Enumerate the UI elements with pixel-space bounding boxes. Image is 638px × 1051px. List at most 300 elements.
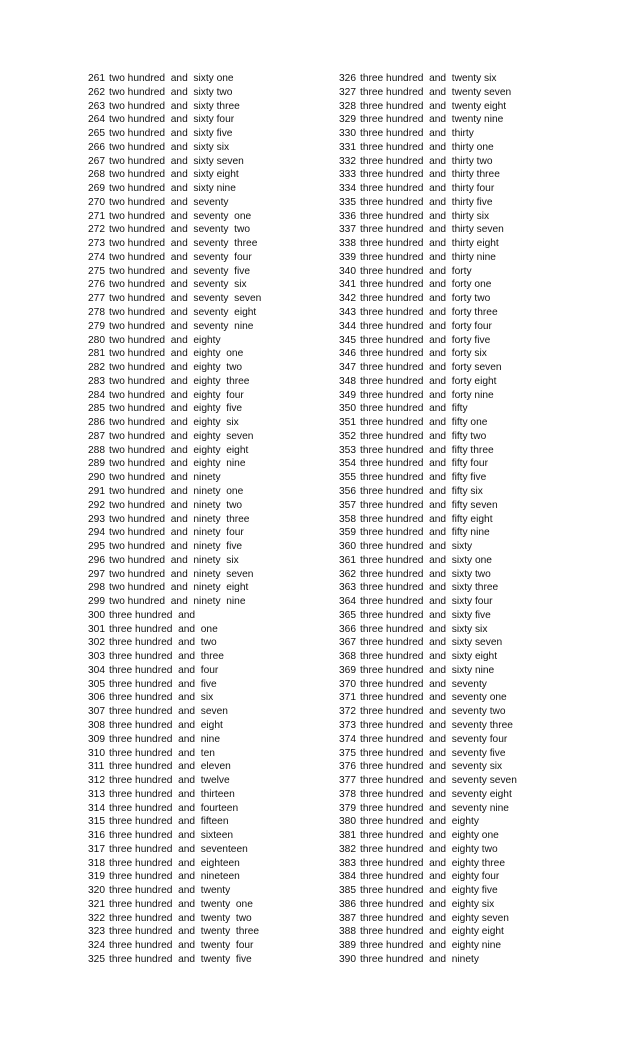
number-list-left-column <box>88 72 328 967</box>
list-item-words: three hundred and thirty one <box>360 141 494 153</box>
list-item <box>339 857 599 871</box>
list-item-words: three hundred and forty seven <box>360 362 502 374</box>
list-item-number: 262 <box>88 86 105 98</box>
list-item-words: three hundred and twenty <box>109 885 231 897</box>
list-item-number: 331 <box>339 141 356 153</box>
list-item <box>339 320 599 334</box>
list-item-words: three hundred and eight <box>109 719 223 731</box>
list-item-number: 321 <box>88 898 105 910</box>
list-item-words: three hundred and fifty <box>360 403 468 415</box>
list-item-number: 281 <box>88 348 105 360</box>
list-item-number: 309 <box>88 733 105 745</box>
list-item-number: 284 <box>88 389 105 401</box>
list-item-words: three hundred and forty <box>360 265 472 277</box>
list-item-words: three hundred and sixty five <box>360 609 491 621</box>
list-item <box>88 375 328 389</box>
list-item-words: three hundred and forty eight <box>360 375 497 387</box>
list-item-number: 261 <box>88 73 105 84</box>
list-item-number: 377 <box>339 775 356 787</box>
list-item-words: three hundred and seventy three <box>360 719 513 731</box>
list-item-number: 291 <box>88 485 105 497</box>
list-item-words: two hundred and sixty four <box>109 114 235 126</box>
list-item <box>339 100 599 114</box>
list-item-number: 346 <box>339 348 356 360</box>
list-item <box>88 402 328 416</box>
list-item-words: three hundred and thirty nine <box>360 251 496 263</box>
list-item-number: 385 <box>339 885 356 897</box>
list-item-words: two hundred and eighty six <box>109 417 239 429</box>
list-item-number: 272 <box>88 224 105 236</box>
list-item-words: three hundred and seven <box>109 706 228 718</box>
list-item-number: 361 <box>339 554 356 566</box>
list-item-number: 263 <box>88 100 105 112</box>
list-item-words: two hundred and ninety one <box>109 485 244 497</box>
list-item-words: three hundred and twenty three <box>109 926 260 938</box>
list-item-words: three hundred and eighty seven <box>360 912 509 924</box>
list-item <box>339 912 599 926</box>
list-item-number: 279 <box>88 320 105 332</box>
list-item <box>88 86 328 100</box>
list-item-number: 289 <box>88 458 105 470</box>
list-item <box>88 678 328 692</box>
list-item-words: three hundred and thirteen <box>109 788 235 800</box>
list-item-number: 381 <box>339 830 356 842</box>
list-item <box>339 678 599 692</box>
list-item-number: 301 <box>88 623 105 635</box>
list-item-words: three hundred and twenty four <box>109 940 254 952</box>
list-item <box>339 843 599 857</box>
list-item <box>339 361 599 375</box>
list-item-words: three hundred and seventy five <box>360 747 506 759</box>
list-item-words: three hundred and <box>109 609 196 621</box>
list-item-number: 379 <box>339 802 356 814</box>
list-item-number: 295 <box>88 541 105 553</box>
list-item-number: 367 <box>339 637 356 649</box>
list-item-words: three hundred and three <box>109 651 224 663</box>
list-item <box>88 554 328 568</box>
list-item <box>88 664 328 678</box>
list-item-words: two hundred and eighty two <box>109 362 243 374</box>
list-item-words: three hundred and fifty five <box>360 472 487 484</box>
list-item <box>339 623 599 637</box>
list-item-words: two hundred and seventy eight <box>109 307 257 319</box>
list-item-number: 305 <box>88 678 105 690</box>
list-item <box>339 416 599 430</box>
list-item <box>88 457 328 471</box>
list-item <box>339 650 599 664</box>
list-item-number: 290 <box>88 472 105 484</box>
list-item-words: two hundred and eighty three <box>109 375 250 387</box>
list-item-number: 342 <box>339 293 356 305</box>
list-item <box>88 733 328 747</box>
list-item-words: three hundred and fourteen <box>109 802 239 814</box>
list-item-number: 296 <box>88 554 105 566</box>
list-item-number: 348 <box>339 375 356 387</box>
list-item <box>339 347 599 361</box>
list-item-number: 353 <box>339 444 356 456</box>
list-item-words: three hundred and seventy four <box>360 733 508 745</box>
list-item-words: three hundred and seventy nine <box>360 802 509 814</box>
list-item-words: three hundred and five <box>109 678 217 690</box>
list-item-number: 326 <box>339 73 356 84</box>
list-item <box>88 609 328 623</box>
list-item-number: 294 <box>88 527 105 539</box>
list-item-words: three hundred and forty nine <box>360 389 494 401</box>
list-item-number: 373 <box>339 719 356 731</box>
list-item <box>88 595 328 609</box>
list-item-words: three hundred and fifty four <box>360 458 488 470</box>
list-item-number: 360 <box>339 541 356 553</box>
list-item <box>339 581 599 595</box>
list-item-number: 318 <box>88 857 105 869</box>
list-item-number: 352 <box>339 430 356 442</box>
list-item-number: 329 <box>339 114 356 126</box>
list-item <box>339 513 599 527</box>
list-item-number: 388 <box>339 926 356 938</box>
list-item-words: two hundred and eighty nine <box>109 458 246 470</box>
list-item <box>88 829 328 843</box>
list-item-number: 375 <box>339 747 356 759</box>
list-item-number: 304 <box>88 664 105 676</box>
list-item-words: three hundred and twenty six <box>360 73 497 84</box>
list-item-words: three hundred and forty six <box>360 348 487 360</box>
list-item <box>339 334 599 348</box>
list-item <box>88 884 328 898</box>
list-item-words: two hundred and ninety five <box>109 541 243 553</box>
list-item-words: two hundred and eighty five <box>109 403 243 415</box>
list-item <box>88 251 328 265</box>
list-item-words: two hundred and seventy five <box>109 265 251 277</box>
list-item <box>88 306 328 320</box>
list-item-words: three hundred and fifty two <box>360 430 487 442</box>
list-item-number: 339 <box>339 251 356 263</box>
list-item-number: 325 <box>88 954 105 965</box>
list-item <box>339 664 599 678</box>
list-item-words: three hundred and thirty four <box>360 183 495 195</box>
list-item-words: three hundred and seventeen <box>109 843 248 855</box>
list-item-words: three hundred and sixteen <box>109 830 234 842</box>
list-item <box>339 72 599 86</box>
list-item-words: three hundred and eighty <box>360 816 479 828</box>
list-item-words: two hundred and sixty three <box>109 100 240 112</box>
list-item-words: three hundred and fifty eight <box>360 513 493 525</box>
list-item-number: 300 <box>88 609 105 621</box>
list-item-number: 269 <box>88 183 105 195</box>
list-item-number: 308 <box>88 719 105 731</box>
list-item <box>88 925 328 939</box>
list-item <box>339 155 599 169</box>
list-item-words: three hundred and thirty six <box>360 210 490 222</box>
list-item-number: 338 <box>339 238 356 250</box>
list-item-words: three hundred and two <box>109 637 217 649</box>
list-item-number: 365 <box>339 609 356 621</box>
list-item-number: 278 <box>88 307 105 319</box>
list-item-words: two hundred and ninety six <box>109 554 239 566</box>
list-item-number: 374 <box>339 733 356 745</box>
list-item <box>88 760 328 774</box>
list-item-words: three hundred and one <box>109 623 218 635</box>
list-item <box>88 196 328 210</box>
list-item <box>88 499 328 513</box>
list-item-words: three hundred and seventy six <box>360 761 503 773</box>
list-item-words: three hundred and thirty <box>360 128 474 140</box>
list-item <box>88 898 328 912</box>
list-item-number: 369 <box>339 664 356 676</box>
list-item-number: 380 <box>339 816 356 828</box>
list-item <box>339 86 599 100</box>
list-item <box>88 210 328 224</box>
list-item-words: two hundred and ninety nine <box>109 596 246 608</box>
list-item-words: three hundred and thirty seven <box>360 224 504 236</box>
list-item-words: three hundred and nine <box>109 733 221 745</box>
list-item-number: 355 <box>339 472 356 484</box>
list-item-number: 324 <box>88 940 105 952</box>
list-item-number: 345 <box>339 334 356 346</box>
list-item-words: two hundred and seventy two <box>109 224 251 236</box>
list-item-number: 320 <box>88 885 105 897</box>
list-item <box>88 265 328 279</box>
list-item-words: three hundred and twenty one <box>109 898 253 910</box>
list-item-number: 347 <box>339 362 356 374</box>
list-item <box>339 141 599 155</box>
list-item <box>88 939 328 953</box>
list-item <box>88 334 328 348</box>
list-item-number: 299 <box>88 596 105 608</box>
list-item <box>339 444 599 458</box>
list-item-words: three hundred and seventy one <box>360 692 507 704</box>
list-item-words: three hundred and forty four <box>360 320 492 332</box>
list-item-number: 350 <box>339 403 356 415</box>
list-item <box>88 747 328 761</box>
list-item-words: two hundred and seventy three <box>109 238 258 250</box>
list-item <box>88 416 328 430</box>
list-item-number: 362 <box>339 568 356 580</box>
list-item <box>339 113 599 127</box>
list-item-words: two hundred and ninety four <box>109 527 244 539</box>
list-item <box>339 774 599 788</box>
list-item <box>339 430 599 444</box>
list-item-words: three hundred and sixty eight <box>360 651 498 663</box>
list-item-words: two hundred and seventy <box>109 196 229 208</box>
list-item-words: three hundred and eighty nine <box>360 940 502 952</box>
list-item-number: 273 <box>88 238 105 250</box>
list-item-words: three hundred and eighty eight <box>360 926 504 938</box>
list-item-words: two hundred and ninety two <box>109 499 243 511</box>
list-item <box>88 278 328 292</box>
list-item <box>339 939 599 953</box>
list-item-number: 334 <box>339 183 356 195</box>
list-item-number: 285 <box>88 403 105 415</box>
list-item-number: 386 <box>339 898 356 910</box>
list-item-number: 364 <box>339 596 356 608</box>
list-item-words: two hundred and eighty four <box>109 389 244 401</box>
list-item <box>339 251 599 265</box>
list-item-words: three hundred and sixty four <box>360 596 493 608</box>
list-item-words: three hundred and seventy two <box>360 706 506 718</box>
list-item-number: 359 <box>339 527 356 539</box>
list-item-words: two hundred and seventy six <box>109 279 247 291</box>
list-item <box>339 884 599 898</box>
list-item-number: 376 <box>339 761 356 773</box>
list-item-number: 332 <box>339 155 356 167</box>
list-item <box>339 609 599 623</box>
list-item <box>88 237 328 251</box>
list-item-number: 292 <box>88 499 105 511</box>
list-item-number: 322 <box>88 912 105 924</box>
list-item-words: three hundred and twelve <box>109 775 230 787</box>
list-item <box>88 912 328 926</box>
list-item-words: three hundred and ten <box>109 747 215 759</box>
list-item <box>339 168 599 182</box>
list-item-number: 384 <box>339 871 356 883</box>
list-item-words: two hundred and ninety three <box>109 513 250 525</box>
list-item-words: three hundred and ninety <box>360 954 479 965</box>
list-item <box>88 513 328 527</box>
list-item <box>88 650 328 664</box>
list-item-words: three hundred and seventy seven <box>360 775 517 787</box>
list-item-number: 337 <box>339 224 356 236</box>
list-item-words: three hundred and seventy eight <box>360 788 512 800</box>
list-item <box>339 540 599 554</box>
list-item-number: 280 <box>88 334 105 346</box>
list-item-words: three hundred and thirty five <box>360 196 493 208</box>
list-item-words: three hundred and sixty nine <box>360 664 495 676</box>
list-item-number: 335 <box>339 196 356 208</box>
list-item-number: 271 <box>88 210 105 222</box>
list-item <box>88 857 328 871</box>
list-item <box>88 430 328 444</box>
list-item <box>339 375 599 389</box>
list-item-words: two hundred and eighty one <box>109 348 244 360</box>
list-item-number: 340 <box>339 265 356 277</box>
list-item-number: 287 <box>88 430 105 442</box>
list-item-words: three hundred and sixty six <box>360 623 488 635</box>
list-item-number: 315 <box>88 816 105 828</box>
list-item-number: 358 <box>339 513 356 525</box>
list-item-number: 274 <box>88 251 105 263</box>
list-item <box>339 705 599 719</box>
list-item <box>339 719 599 733</box>
list-item <box>88 100 328 114</box>
list-item-words: three hundred and eighty three <box>360 857 505 869</box>
list-item-number: 265 <box>88 128 105 140</box>
list-item-words: two hundred and sixty one <box>109 73 234 84</box>
list-item <box>339 292 599 306</box>
list-item <box>339 595 599 609</box>
list-item-words: two hundred and sixty eight <box>109 169 239 181</box>
list-item <box>88 691 328 705</box>
list-item <box>88 540 328 554</box>
list-item-number: 343 <box>339 307 356 319</box>
list-item <box>339 457 599 471</box>
list-item <box>339 898 599 912</box>
list-item-number: 302 <box>88 637 105 649</box>
list-item-number: 314 <box>88 802 105 814</box>
list-item <box>339 554 599 568</box>
list-item-number: 356 <box>339 485 356 497</box>
list-item-number: 382 <box>339 843 356 855</box>
list-item <box>339 953 599 967</box>
list-item-number: 354 <box>339 458 356 470</box>
list-item-number: 267 <box>88 155 105 167</box>
list-item <box>88 141 328 155</box>
list-item-words: two hundred and eighty seven <box>109 430 254 442</box>
list-item <box>88 444 328 458</box>
list-item-number: 306 <box>88 692 105 704</box>
list-item <box>339 127 599 141</box>
list-item <box>88 719 328 733</box>
list-item-words: three hundred and eighty two <box>360 843 498 855</box>
list-item-words: two hundred and ninety eight <box>109 582 249 594</box>
list-item-number: 363 <box>339 582 356 594</box>
list-item <box>88 389 328 403</box>
list-item <box>88 774 328 788</box>
list-item-words: three hundred and twenty eight <box>360 100 507 112</box>
list-item <box>88 292 328 306</box>
list-item <box>88 361 328 375</box>
list-item-words: three hundred and four <box>109 664 219 676</box>
list-item-number: 390 <box>339 954 356 965</box>
list-item-number: 383 <box>339 857 356 869</box>
list-item-words: three hundred and twenty five <box>109 954 252 965</box>
list-item-number: 311 <box>88 761 105 773</box>
list-item <box>339 568 599 582</box>
list-item-number: 349 <box>339 389 356 401</box>
list-item-number: 266 <box>88 141 105 153</box>
list-item-words: two hundred and sixty six <box>109 141 230 153</box>
list-item <box>88 168 328 182</box>
list-item-number: 307 <box>88 706 105 718</box>
list-item <box>88 127 328 141</box>
list-item-words: two hundred and sixty seven <box>109 155 244 167</box>
list-item <box>88 485 328 499</box>
list-item-words: three hundred and sixty two <box>360 568 491 580</box>
list-item <box>339 485 599 499</box>
list-item <box>339 636 599 650</box>
list-item-words: three hundred and eighteen <box>109 857 240 869</box>
list-item-words: three hundred and thirty eight <box>360 238 499 250</box>
list-item <box>88 113 328 127</box>
list-item <box>339 788 599 802</box>
list-item-words: three hundred and eighty four <box>360 871 500 883</box>
list-item <box>339 471 599 485</box>
list-item-words: three hundred and forty three <box>360 307 498 319</box>
list-item <box>339 760 599 774</box>
list-item <box>88 788 328 802</box>
list-item-words: three hundred and forty two <box>360 293 491 305</box>
list-item-words: three hundred and eighty six <box>360 898 495 910</box>
list-item-number: 323 <box>88 926 105 938</box>
list-item <box>339 870 599 884</box>
list-item-number: 303 <box>88 651 105 663</box>
list-item-words: three hundred and thirty three <box>360 169 500 181</box>
list-item-words: three hundred and fifty nine <box>360 527 490 539</box>
list-item <box>339 223 599 237</box>
list-item-number: 282 <box>88 362 105 374</box>
list-item-number: 341 <box>339 279 356 291</box>
list-item <box>339 815 599 829</box>
list-item <box>339 829 599 843</box>
list-item-number: 366 <box>339 623 356 635</box>
list-item-number: 283 <box>88 375 105 387</box>
list-item-number: 275 <box>88 265 105 277</box>
list-item <box>339 182 599 196</box>
list-item-number: 333 <box>339 169 356 181</box>
list-item <box>88 953 328 967</box>
list-item <box>339 526 599 540</box>
list-item <box>88 623 328 637</box>
list-item <box>88 526 328 540</box>
